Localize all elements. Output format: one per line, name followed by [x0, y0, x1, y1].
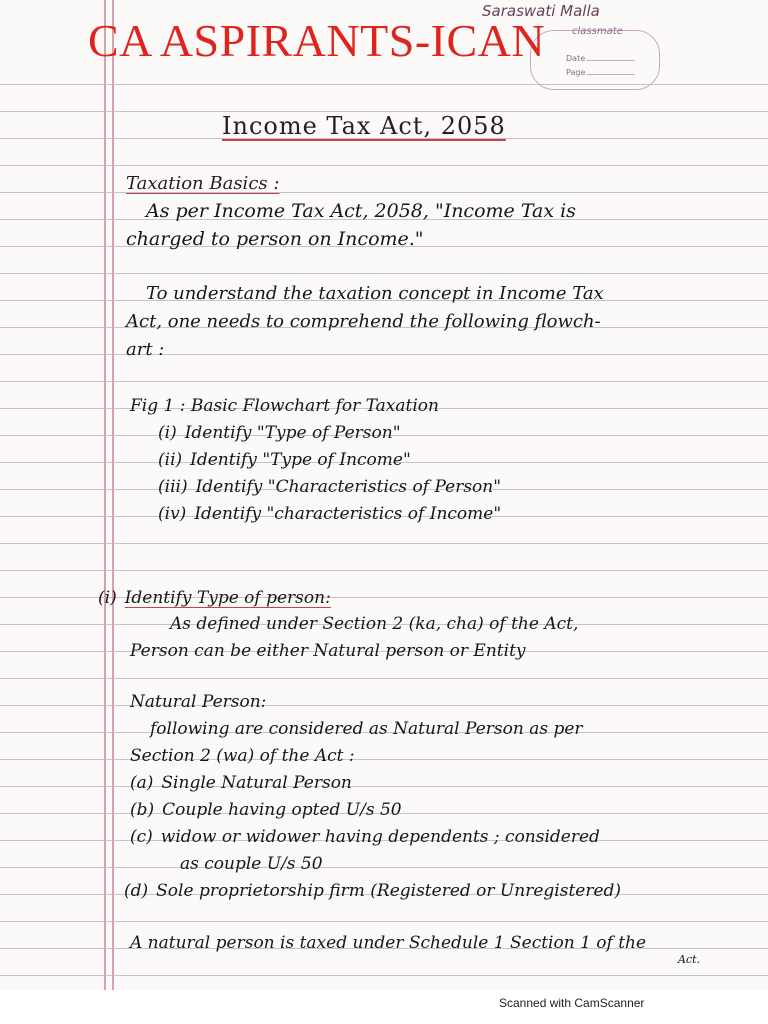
page-rule — [587, 74, 635, 75]
natural-person-line: following are considered as Natural Person as per — [150, 719, 583, 739]
item-marker: (c) — [130, 827, 153, 847]
flowchart-item — [158, 423, 401, 443]
natural-person-item — [124, 881, 621, 901]
item-text: Single Natural Person — [161, 773, 352, 793]
page-field — [566, 68, 635, 77]
margin-line-inner — [112, 0, 114, 990]
flowchart-item — [158, 477, 501, 497]
item-marker: (d) — [124, 881, 149, 901]
item-text: Identify "Characteristics of Person" — [195, 477, 502, 497]
item-text: Couple having opted U/s 50 — [162, 800, 402, 820]
item-marker: (b) — [130, 800, 155, 820]
item-text: widow or widower having dependents ; considered — [160, 827, 600, 847]
author-name: Saraswati Malla — [482, 2, 600, 20]
brand-stamp: classmate — [572, 26, 623, 37]
section-heading: Taxation Basics : — [126, 173, 280, 194]
date-rule — [587, 60, 635, 61]
item-number: (iii) — [158, 477, 188, 497]
natural-person-heading: Natural Person: — [130, 692, 267, 712]
section-one-heading — [98, 588, 331, 608]
section-title: Identify Type of person: — [124, 588, 331, 608]
intro-line: Act, one needs to comprehend the following flowch- — [126, 311, 601, 332]
date-field — [566, 54, 635, 63]
item-number: (i) — [158, 423, 177, 443]
figure-caption: Fig 1 : Basic Flowchart for Taxation — [130, 396, 439, 416]
natural-person-item — [130, 773, 352, 793]
intro-line: charged to person on Income." — [126, 228, 424, 250]
watermark-title: CA ASPIRANTS-ICAN — [88, 15, 546, 66]
margin-line — [104, 0, 106, 990]
section-number: (i) — [98, 588, 117, 608]
section-line: As defined under Section 2 (ka, cha) of the Act, — [170, 614, 579, 634]
page-label: Page — [566, 68, 586, 77]
item-text: Identify "Type of Person" — [184, 423, 401, 443]
natural-person-item — [130, 827, 600, 847]
scanner-footer: Scanned with CamScanner — [499, 996, 645, 1010]
item-text: Identify "characteristics of Income" — [194, 504, 502, 524]
item-number: (iv) — [158, 504, 187, 524]
date-label: Date — [566, 54, 586, 63]
section-line: Person can be either Natural person or Entity — [130, 641, 526, 661]
closing-line-tail: Act. — [678, 953, 701, 966]
flowchart-item — [158, 450, 411, 470]
intro-line: To understand the taxation concept in Income Tax — [146, 283, 604, 304]
natural-person-item-continued: as couple U/s 50 — [180, 854, 323, 874]
item-text: Identify "Type of Income" — [190, 450, 411, 470]
item-marker: (a) — [130, 773, 154, 793]
flowchart-item — [158, 504, 501, 524]
intro-line: art : — [126, 339, 165, 360]
item-text: Sole proprietorship firm (Registered or Unregistered) — [156, 881, 622, 901]
natural-person-line: Section 2 (wa) of the Act : — [130, 746, 355, 766]
natural-person-item — [130, 800, 402, 820]
item-number: (ii) — [158, 450, 183, 470]
page-title: Income Tax Act, 2058 — [222, 112, 506, 140]
closing-line: A natural person is taxed under Schedule 1 Section 1 of the — [130, 933, 647, 953]
intro-line: As per Income Tax Act, 2058, "Income Tax is — [146, 200, 576, 222]
